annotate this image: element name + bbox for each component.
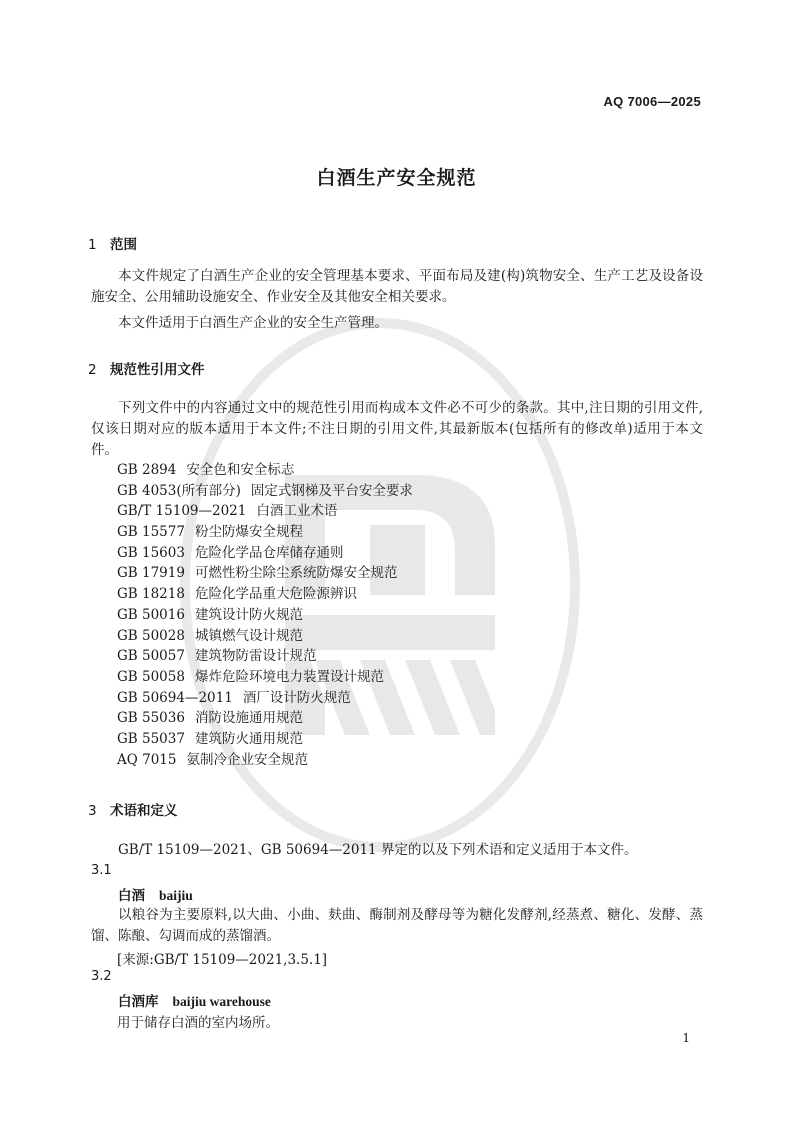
reference-code: GB 50694—2011 [117, 689, 233, 706]
reference-code: GB 4053(所有部分) [117, 482, 241, 499]
reference-item [117, 729, 413, 750]
section-number: 2 [88, 362, 97, 378]
reference-item [117, 708, 413, 729]
section-heading-scope [88, 233, 137, 253]
term-english: baijiu [159, 888, 193, 903]
reference-title: 爆炸危险环境电力装置设计规范 [194, 668, 384, 685]
document-title: 白酒生产安全规范 [316, 167, 477, 189]
term-chinese: 白酒 [118, 888, 145, 904]
reference-title: 危险化学品仓库储存通则 [194, 544, 344, 561]
clause-number: 3.2 [91, 969, 112, 984]
reference-item [117, 501, 413, 522]
reference-code: GB/T 15109—2021 [117, 503, 247, 520]
section-number: 1 [88, 237, 97, 253]
reference-code: GB 15577 [117, 524, 185, 541]
reference-code: AQ 7015 [117, 751, 177, 768]
reference-code: GB 17919 [117, 565, 185, 582]
reference-code: GB 50057 [117, 648, 185, 665]
section-number: 3 [88, 803, 97, 819]
reference-item [117, 584, 413, 605]
reference-code: GB 15603 [117, 544, 185, 561]
reference-item [117, 605, 413, 626]
reference-title: 酒厂设计防火规范 [242, 689, 351, 706]
reference-item [117, 688, 413, 709]
section-title: 范围 [110, 237, 137, 253]
reference-code: GB 50058 [117, 668, 185, 685]
reference-item [117, 667, 413, 688]
term-entry [118, 884, 193, 904]
reference-item [117, 646, 413, 667]
reference-list [117, 460, 413, 770]
reference-title: 固定式钢梯及平台安全要求 [250, 482, 413, 499]
reference-code: GB 55036 [117, 710, 185, 727]
reference-item [117, 543, 413, 564]
clause-number: 3.1 [91, 863, 112, 878]
reference-title: 危险化学品重大危险源辨识 [194, 586, 357, 603]
reference-code: GB 50016 [117, 606, 185, 623]
reference-item [117, 626, 413, 647]
reference-title: 城镇燃气设计规范 [194, 627, 303, 644]
terms-intro-paragraph: GB/T 15109—2021、GB 50694—2011 界定的以及下列术语和定义适用于本文件。 [118, 842, 638, 858]
document-number: AQ 7006—2025 [603, 94, 701, 109]
term-definition: 以粮谷为主要原料,以大曲、小曲、麸曲、酶制剂及酵母等为糖化发酵剂,经蒸煮、糖化、发酵、蒸馏、陈酿、勾调而成的蒸馏酒。 [91, 907, 703, 944]
reference-title: 氨制冷企业安全规范 [186, 751, 308, 768]
term-chinese: 白酒库 [118, 994, 159, 1010]
reference-item [117, 460, 413, 481]
reference-title: 安全色和安全标志 [186, 462, 295, 478]
section-title: 规范性引用文件 [110, 362, 205, 378]
reference-title: 白酒工业术语 [256, 503, 338, 520]
reference-item [117, 563, 413, 584]
section-heading-normative-references [88, 358, 205, 378]
reference-code: GB 18218 [117, 586, 185, 603]
section-title: 术语和定义 [110, 803, 178, 819]
reference-title: 建筑设计防火规范 [194, 606, 303, 623]
references-intro-paragraph: 下列文件中的内容通过文中的规范性引用而构成本文件必不可少的条款。其中,注日期的引用文件,仅该日期对应的版本适用于本文件;不注日期的引用文件,其最新版本(包括所有的修改单)适用于本文件。 [91, 400, 703, 458]
term-definition: 用于储存白酒的室内场所。 [117, 1015, 279, 1031]
term-entry [118, 990, 271, 1010]
reference-title: 粉尘防爆安全规程 [194, 524, 303, 541]
reference-item [117, 750, 413, 771]
scope-applicability-paragraph: 本文件适用于白酒生产企业的安全生产管理。 [118, 315, 388, 331]
reference-code: GB 2894 [117, 462, 177, 478]
reference-title: 消防设施通用规范 [194, 710, 303, 727]
term-english: baijiu warehouse [172, 994, 271, 1009]
term-source: [来源:GB/T 15109—2021,3.5.1] [117, 952, 328, 968]
reference-code: GB 55037 [117, 730, 185, 747]
page-number: 1 [682, 1031, 690, 1045]
reference-title: 建筑物防雷设计规范 [194, 648, 317, 665]
reference-item [117, 522, 413, 543]
reference-code: GB 50028 [117, 627, 185, 644]
reference-item [117, 481, 413, 502]
reference-title: 可燃性粉尘除尘系统防爆安全规范 [194, 565, 398, 582]
reference-title: 建筑防火通用规范 [194, 730, 303, 747]
section-heading-terms-definitions [88, 799, 178, 819]
scope-paragraph: 本文件规定了白酒生产企业的安全管理基本要求、平面布局及建(构)筑物安全、生产工艺及设备设施安全、公用辅助设施安全、作业安全及其他安全相关要求。 [91, 268, 703, 305]
